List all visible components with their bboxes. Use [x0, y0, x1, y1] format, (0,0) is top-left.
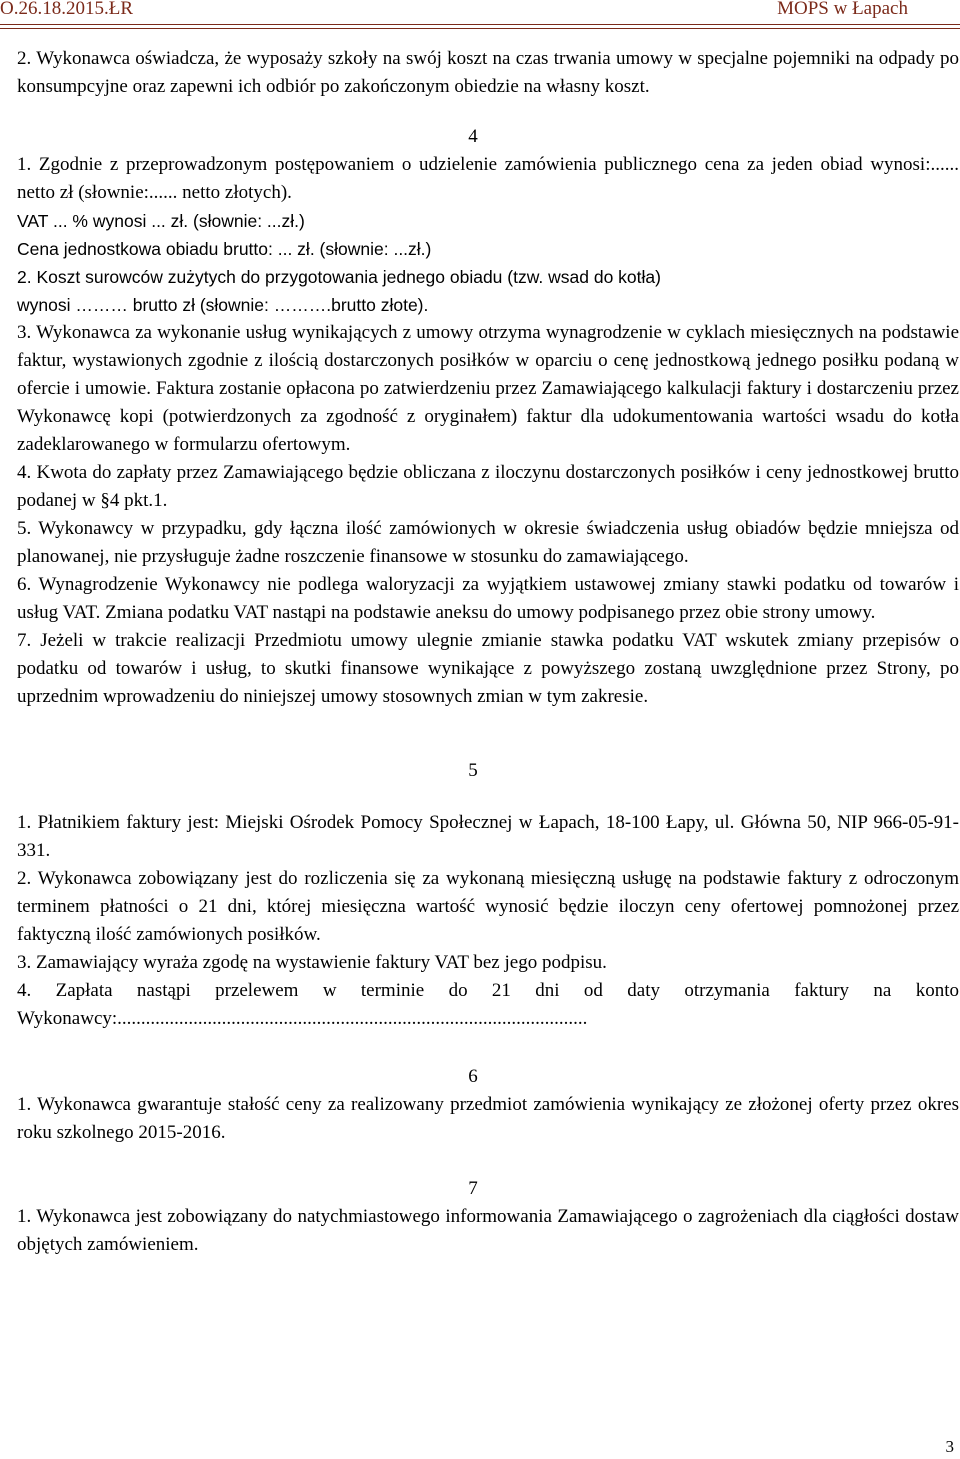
document-body: [17, 45, 959, 1259]
section-4-unit-price: Cena jednostkowa obiadu brutto: ... zł. (słownie: ...zł.): [17, 239, 432, 259]
section-4-vat-line: VAT ... % wynosi ... zł. (słownie: ...zł.): [17, 211, 305, 231]
section-4-item-2-amount: wynosi ……… brutto zł (słownie: ……….brutto złote).: [17, 295, 429, 315]
section-4-item-3: 3. Wykonawca za wykonanie usług wynikających z umowy otrzyma wynagrodzenie w cyklach miesięcznych na podstawie faktur, wystawionych zgodnie z ilością dostarczonych posiłków w oparciu o cenę jednostkową jednego posiłku podaną w ofercie i umowie. Faktura zostanie opłacona po zatwierdzeniu przez Zamawiającego kalkulacji faktury i dostarczeniu przez Wykonawcę kopi (potwierdzonych za zgodność z oryginałem) faktur dla udokumentowania wartości wsadu do kotła zadeklarowanego w formularzu ofertowym.: [17, 322, 959, 455]
page-number: 3: [945, 1437, 954, 1456]
section-7-heading: 7: [468, 1178, 478, 1199]
section-6-heading: 6: [468, 1066, 478, 1087]
section-4-item-5: 5. Wykonawcy w przypadku, gdy łączna ilość zamówionych w okresie świadczenia usług obiadów będzie mniejsza od planowanej, nie przysługuje żadne roszczenie finansowe w stosunku do zamawiającego.: [17, 518, 959, 567]
header-rule: [0, 24, 960, 25]
paragraph-waste-containers: 2. Wykonawca oświadcza, że wyposaży szkoły na swój koszt na czas trwania umowy w specjalne pojemniki na odpady po konsumpcyjne oraz zapewni ich odbiór po zakończonym obiedzie na własny koszt.: [17, 48, 959, 97]
page-header: [0, 0, 960, 24]
section-4-item-2: 2. Koszt surowców zużytych do przygotowania jednego obiadu (tzw. wsad do kotła): [17, 267, 661, 287]
section-5-item-2: 2. Wykonawca zobowiązany jest do rozliczenia się za wykonaną miesięczną usługę na podstawie faktury z odroczonym terminem płatności o 21 dni, której miesięczna wartość wynosić będzie iloczyn ceny ofertowej pomnożonej przez faktyczną ilość zamówionych posiłków.: [17, 868, 959, 945]
section-5-item-1: 1. Płatnikiem faktury jest: Miejski Ośrodek Pomocy Społecznej w Łapach, 18-100 Łapy, ul. Główna 50, NIP 966-05-91-331.: [17, 812, 959, 861]
section-5-item-4: 4. Zapłata nastąpi przelewem w terminie do 21 dni od daty otrzymania faktury na konto Wykonawcy:...................................................................................................: [17, 980, 959, 1029]
section-4-item-1: 1. Zgodnie z przeprowadzonym postępowaniem o udzielenie zamówienia publicznego cena za jeden obiad wynosi:...... netto zł (słownie:...... netto złotych).: [17, 154, 959, 203]
section-4-item-6: 6. Wynagrodzenie Wykonawcy nie podlega waloryzacji za wyjątkiem ustawowej zmiany stawki podatku od towarów i usług VAT. Zmiana podatku VAT nastąpi na podstawie aneksu do umowy podpisanego przez obie strony umowy.: [17, 574, 959, 623]
organization-name: MOPS w Łapach: [777, 0, 908, 19]
document-reference: O.26.18.2015.ŁR: [0, 0, 133, 19]
section-6-item-1: 1. Wykonawca gwarantuje stałość ceny za realizowany przedmiot zamówienia wynikający ze złożonej oferty przez okres roku szkolnego 2015-2016.: [17, 1094, 959, 1143]
section-4-item-4: 4. Kwota do zapłaty przez Zamawiającego będzie obliczana z iloczynu dostarczonych posiłków i ceny jednostkowej brutto podanej w §4 pkt.1.: [17, 462, 959, 511]
section-4-item-7: 7. Jeżeli w trakcie realizacji Przedmiotu umowy ulegnie zmianie stawka podatku VAT wskutek zmiany przepisów o podatku od towarów i usług, to skutki finansowe wynikające z powyższego zostaną uwzględnione przez Strony, po uprzednim wprowadzeniu do niniejszej umowy stosownych zmian w tym zakresie.: [17, 630, 959, 707]
section-5-item-3: 3. Zamawiający wyraża zgodę na wystawienie faktury VAT bez jego podpisu.: [17, 952, 607, 973]
section-7-item-1: 1. Wykonawca jest zobowiązany do natychmiastowego informowania Zamawiającego o zagrożeniach dla ciągłości dostaw objętych zamówieniem.: [17, 1206, 959, 1255]
section-5-heading: 5: [468, 760, 478, 781]
header-rule-thin: [0, 28, 960, 29]
section-4-heading: 4: [468, 126, 478, 147]
